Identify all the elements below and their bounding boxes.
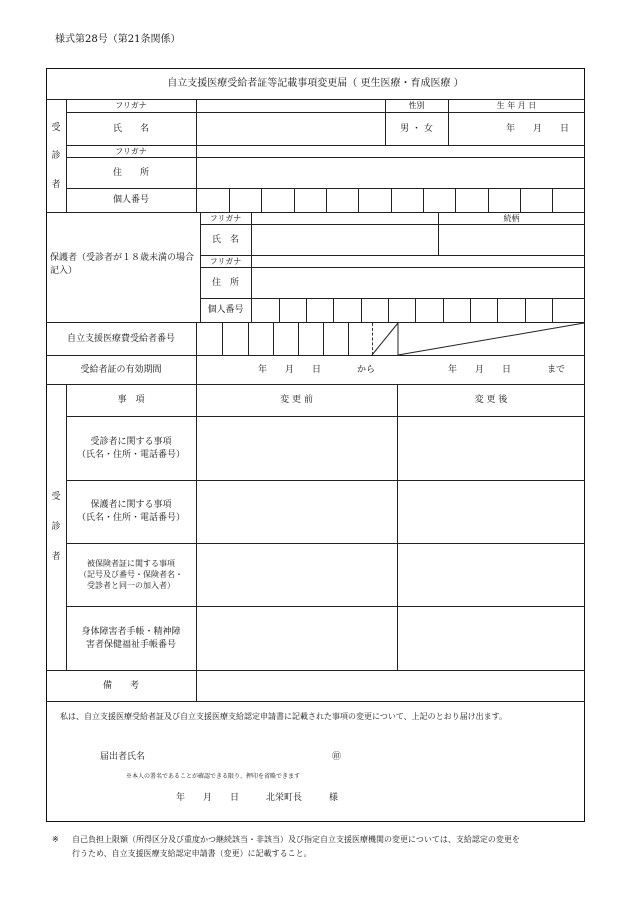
guardian-address-furigana-field[interactable] [252,256,585,267]
patient-address-label: 住 所 [112,167,149,178]
patient-name-label: 氏 名 [112,123,149,134]
patient-my-number-label: 個人番号 [112,195,149,205]
validity-label: 受給者証の有効期間 [80,364,162,375]
patient-side-char-2: 診 [51,150,61,161]
guardian-relation-header: 続柄 [503,213,520,223]
change-before-field-1[interactable] [197,417,397,480]
patient-side-char-1: 受 [51,122,61,133]
change-row-handbook [66,607,196,670]
change-row-label-2: 保護者に関する事項 [90,500,172,510]
change-after-field-3[interactable] [398,544,585,606]
form-title: 自立支援医療受給者証等記載事項変更届（ 更生医療・育成医療 ） [167,78,464,89]
gender-options[interactable]: 男 ・ 女 [400,123,433,134]
col-header-before: 変 更 前 [280,395,313,405]
guardian-name-label: 氏 名 [211,234,239,245]
remarks-field[interactable] [197,671,585,701]
gender-header: 性別 [408,101,425,110]
guardian-my-number-field[interactable] [252,299,585,322]
guardian-my-number-label: 個人番号 [207,305,244,315]
birth-date-header: 生 年 月 日 [496,101,537,110]
change-after-field-4[interactable] [398,607,585,670]
change-row-insurance [66,544,196,606]
applicant-name-field[interactable] [160,749,325,765]
validity-to[interactable]: 年 月 日 まで [448,364,566,375]
patient-furigana-label: フリガナ [115,101,147,110]
col-header-item: 事 項 [117,395,145,405]
recipient-number-label: 自立支援医療費受給者番号 [66,333,175,344]
remarks-label: 備 考 [102,680,139,691]
guardian-address-field[interactable] [252,268,585,298]
change-after-field-1[interactable] [398,417,585,480]
applicant-name-label: 届出者氏名 [100,752,146,762]
patient-name-field[interactable] [197,113,385,145]
guardian-furigana-field[interactable] [252,213,438,224]
change-row-label-3: 被保険者証に関する事項 [87,559,175,568]
guardian-address-label: 住 所 [211,277,239,288]
change-after-field-2[interactable] [398,481,585,543]
change-row-sublabel-3b: 受診者と同一の加入者） [87,581,175,590]
submission-date-and-addressee: 年 月 日 北栄町長 様 [176,793,339,803]
guardian-address-furigana-label: フリガナ [209,256,242,266]
change-before-field-3[interactable] [197,544,397,606]
patient-address-furigana-field[interactable] [197,146,585,157]
form-number: 様式第28号（第21条関係） [55,34,181,45]
signature-note: ※本人の署名であることが確認できる限り、押印を省略できます [126,773,301,780]
seal-mark: ㊞ [332,752,342,762]
footnote-line-1: 自己負担上限額（所得区分及び重度かつ継続該当・非該当）及び指定自立支援医療機関の変更については、支給認定の変更を [72,835,520,844]
change-before-field-4[interactable] [197,607,397,670]
guardian-label: 保護者（受診者が１８歳未満の場合記入） [50,252,195,276]
change-row-label-4: 身体障害者手帳・精神障 [81,626,181,637]
guardian-relation-field[interactable] [439,225,585,255]
patient-address-furigana-label: フリガナ [115,146,147,156]
change-row-guardian [66,481,196,543]
recipient-number-diagonals [370,322,585,356]
col-header-after: 変 更 後 [474,395,508,405]
changes-side-char-1: 受 [51,491,61,502]
change-row-label-1: 受診者に関する事項 [90,436,172,447]
change-row-sublabel-1: （氏名・住所・電話番号） [76,449,185,460]
patient-side-char-3: 者 [51,179,61,190]
change-row-sublabel-3a: （記号及び番号・保険者名・ [79,570,183,579]
change-row-patient [66,417,196,480]
guardian-name-field[interactable] [252,225,438,255]
change-row-sublabel-4: 害者保健福祉手帳番号 [85,639,176,650]
birth-date-field[interactable]: 年 月 日 [505,123,569,134]
change-before-field-2[interactable] [197,481,397,543]
footnote-line-2: 行うため、自立支援医療支給認定申請書（変更）に記載すること。 [72,849,312,858]
declaration-statement: 私は、自立支援医療受給者証及び自立支援医療支給認定申請書に記載された事項の変更について、上記のとおり届け出ます。 [60,712,508,721]
changes-side-char-2: 診 [51,521,61,532]
validity-from[interactable]: 年 月 日 から [258,364,376,375]
patient-address-field[interactable] [197,158,585,188]
guardian-furigana-label: フリガナ [209,213,242,223]
patient-furigana-field[interactable] [197,101,385,112]
change-row-sublabel-2: （氏名・住所・電話番号） [76,513,185,523]
footnote-mark: ※ [52,835,59,844]
changes-side-char-3: 者 [51,551,61,562]
